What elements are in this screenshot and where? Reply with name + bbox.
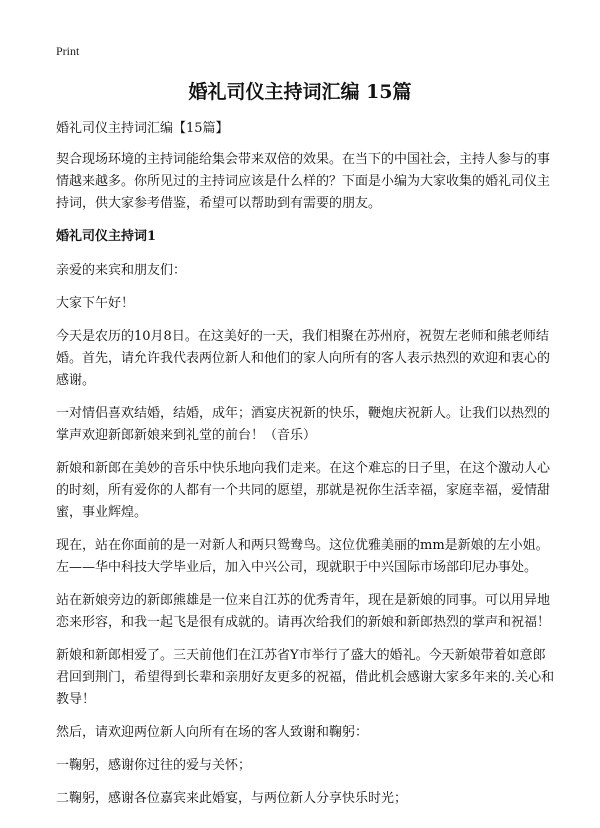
welcome-paragraph: 大家下午好！ [56, 296, 135, 311]
greeting-paragraph: 亲爱的来宾和朋友们： [56, 263, 187, 278]
bow-paragraph: 一鞠躬，感谢你过往的爱与关怀； [56, 758, 252, 773]
document-subtitle: 婚礼司仪主持词汇编【15篇】 [56, 121, 229, 136]
body-paragraph: 今天是农历的10月8日。在这美好的一天，我们相聚在苏州府，祝贺左老师和熊老师结婚。首先，请允许我代表两位新人和他们的家人向所有的客人表示热烈的欢迎和衷心的感谢。 [56, 329, 551, 388]
body-paragraph: 站在新娘旁边的新郎熊雄是一位来自江苏的优秀青年，现在是新娘的同事。可以用异地恋来形容，和我一起飞是很有成就的。请再次给我们的新娘和新郎热烈的掌声和祝福！ [56, 593, 551, 630]
section-heading: 婚礼司仪主持词1 [56, 229, 157, 244]
document-title: 婚礼司仪主持词汇编 15篇 [188, 81, 412, 103]
body-paragraph: 新娘和新郎在美妙的音乐中快乐地向我们走来。在这个难忘的日子里，在这个激动人心的时刻，所有爱你的人都有一个共同的愿望，那就是祝你生活幸福，家庭幸福，爱情甜蜜，事业辉煌。 [56, 461, 551, 520]
body-paragraph: 然后，请欢迎两位新人向所有在场的客人致谢和鞠躬： [56, 725, 369, 740]
document-body [56, 118, 556, 821]
body-paragraph: 现在，站在你面前的是一对新人和两只鸳鸯鸟。这位优雅美丽的mm是新娘的左小姐。左——华中科技大学毕业后，加入中兴公司，现就职于中兴国际市场部印尼办事处。 [56, 538, 549, 575]
intro-paragraph: 契合现场环境的主持词能给集会带来双倍的效果。在当下的中国社会，主持人参与的事情越来越多。你所见过的主持词应该是什么样的？下面是小编为大家收集的婚礼司仪主持词，供大家参考借鉴，希望可以帮助到有需要的朋友。 [56, 152, 551, 211]
body-paragraph: 新娘和新郎相爱了。三天前他们在江苏省Y市举行了盛大的婚礼。今天新娘带着如意郎君回到荆门，希望得到长辈和亲朋好友更多的祝福，借此机会感谢大家多年来的.关心和教导！ [56, 648, 555, 707]
print-label: Print [56, 44, 80, 58]
bow-paragraph: 二鞠躬，感谢各位嘉宾来此婚宴，与两位新人分享快乐时光； [56, 791, 408, 806]
body-paragraph: 一对情侣喜欢结婚，结婚，成年；酒宴庆祝新的快乐，鞭炮庆祝新人。让我们以热烈的掌声欢迎新郎新娘来到礼堂的前台！（音乐） [56, 406, 551, 443]
